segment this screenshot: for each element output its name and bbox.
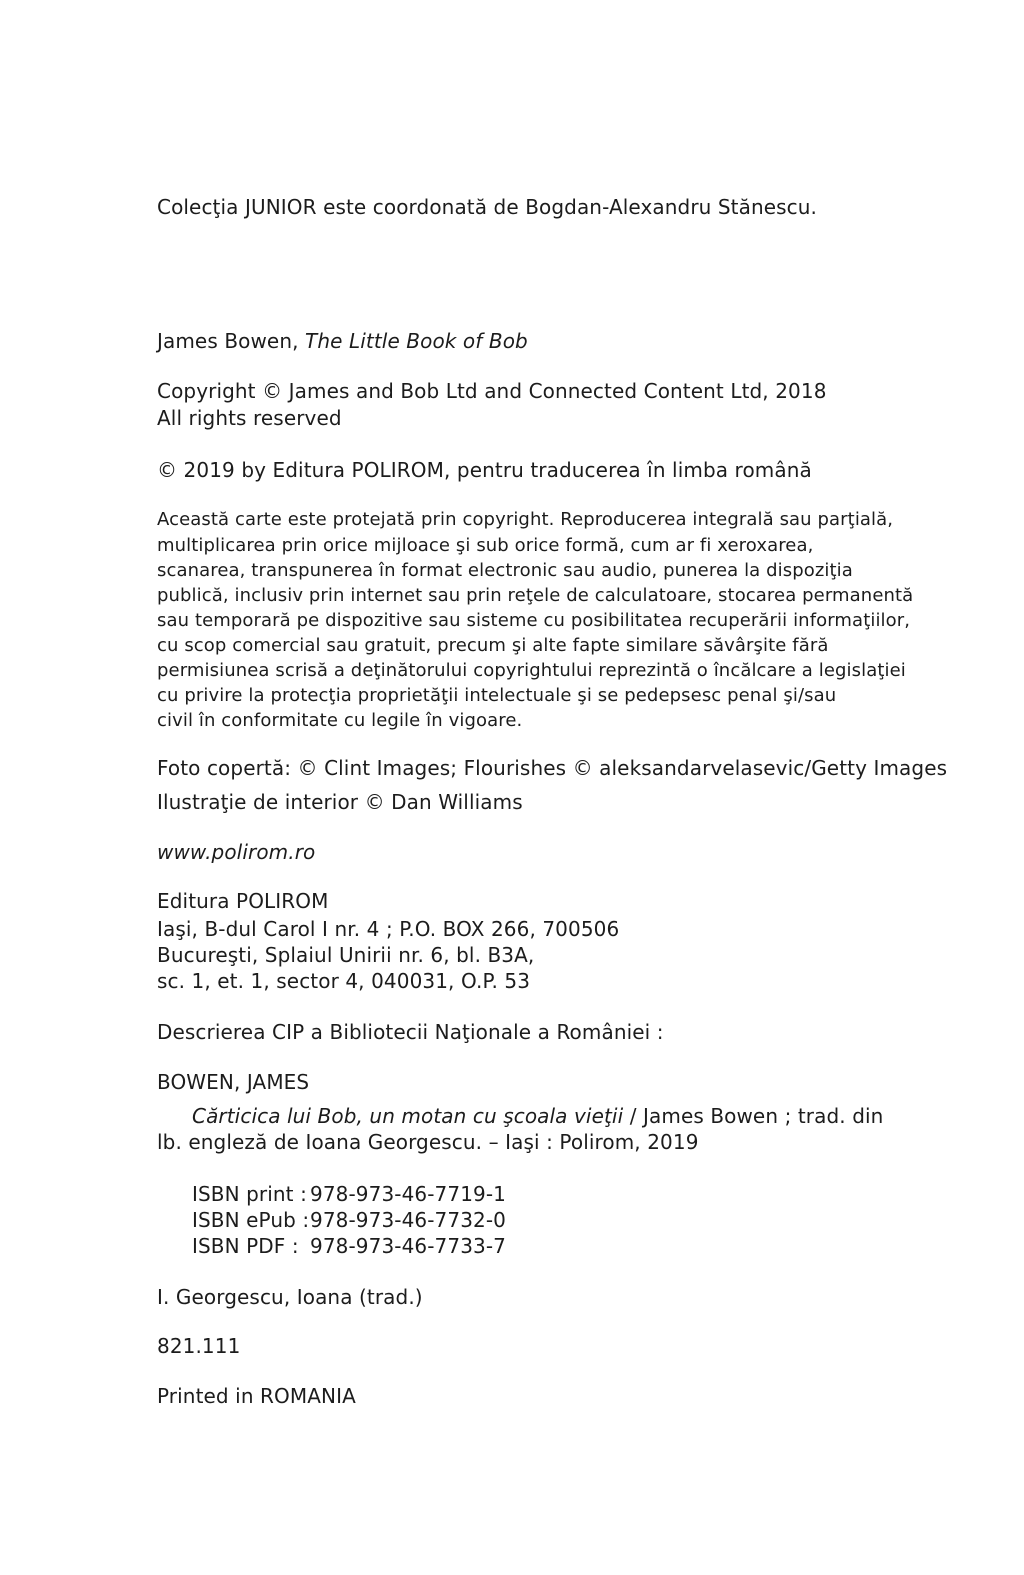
legal-line: publică, inclusiv prin internet sau prin reţele de calculatoare, stocarea permanentă	[157, 585, 914, 606]
cip-translation-line: lb. engleză de Ioana Georgescu. – Iaşi : Polirom, 2019	[157, 1130, 699, 1154]
publisher-address-bucuresti: Bucureşti, Splaiul Unirii nr. 6, bl. B3A,	[157, 943, 535, 967]
isbn-value: 978-973-46-7733-7	[310, 1234, 506, 1258]
isbn-row	[192, 1236, 506, 1256]
publisher-address-bucuresti-2: sc. 1, et. 1, sector 4, 040031, O.P. 53	[157, 969, 531, 993]
legal-line: scanarea, transpunerea în format electronic sau audio, punerea la dispoziţia	[157, 560, 853, 581]
cip-heading: Descrierea CIP a Bibliotecii Naţionale a României :	[157, 1020, 664, 1044]
website-link[interactable]: www.polirom.ro	[157, 840, 316, 864]
printed-in: Printed in ROMANIA	[157, 1384, 356, 1408]
cip-title: Cărticica lui Bob, un motan cu şcoala vieţii	[192, 1104, 624, 1128]
original-title: The Little Book of Bob	[305, 329, 528, 353]
collection-note: Colecţia JUNIOR este coordonată de Bogdan-Alexandru Stănescu.	[157, 195, 817, 219]
rights-reserved: All rights reserved	[157, 406, 342, 430]
legal-line: permisiunea scrisă a deţinătorului copyrightului reprezintă o încălcare a legislaţiei	[157, 660, 906, 681]
illustration-credit: Ilustraţie de interior © Dan Williams	[157, 790, 523, 814]
isbn-label: ISBN ePub :	[192, 1208, 310, 1232]
isbn-row	[192, 1184, 506, 1204]
publisher-name: Editura POLIROM	[157, 889, 329, 913]
legal-line: cu scop comercial sau gratuit, precum şi alte fapte similare săvârşite fără	[157, 635, 829, 656]
isbn-label: ISBN print :	[192, 1182, 307, 1206]
cip-translator: I. Georgescu, Ioana (trad.)	[157, 1285, 423, 1309]
legal-line: sau temporară pe dispozitive sau sisteme cu posibilitatea recuperării informaţiilor,	[157, 610, 911, 631]
isbn-value: 978-973-46-7732-0	[310, 1208, 506, 1232]
legal-line: civil în conformitate cu legile în vigoare.	[157, 710, 523, 731]
cip-title-line	[192, 1106, 883, 1126]
isbn-label: ISBN PDF :	[192, 1234, 299, 1258]
publisher-address-iasi: Iaşi, B-dul Carol I nr. 4 ; P.O. BOX 266, 700506	[157, 917, 620, 941]
isbn-row	[192, 1210, 506, 1230]
isbn-value: 978-973-46-7719-1	[310, 1182, 506, 1206]
translation-copyright: © 2019 by Editura POLIROM, pentru traducerea în limba română	[157, 458, 812, 482]
original-title-line	[157, 331, 528, 351]
cip-author: BOWEN, JAMES	[157, 1070, 310, 1094]
legal-line: Această carte este protejată prin copyright. Reproducerea integrală sau parţială,	[157, 509, 894, 530]
legal-line: cu privire la protecţia proprietăţii intelectuale şi se pedepsesc penal şi/sau	[157, 685, 837, 706]
original-author: James Bowen,	[157, 329, 299, 353]
cip-classification: 821.111	[157, 1334, 241, 1358]
copyright-line: Copyright © James and Bob Ltd and Connected Content Ltd, 2018	[157, 379, 827, 403]
cover-photo-credit: Foto copertă: © Clint Images; Flourishes © aleksandarvelasevic/Getty Images	[157, 756, 948, 780]
cip-title-rest: / James Bowen ; trad. din	[623, 1104, 884, 1128]
legal-line: multiplicarea prin orice mijloace şi sub orice formă, cum ar fi xeroxarea,	[157, 535, 814, 556]
